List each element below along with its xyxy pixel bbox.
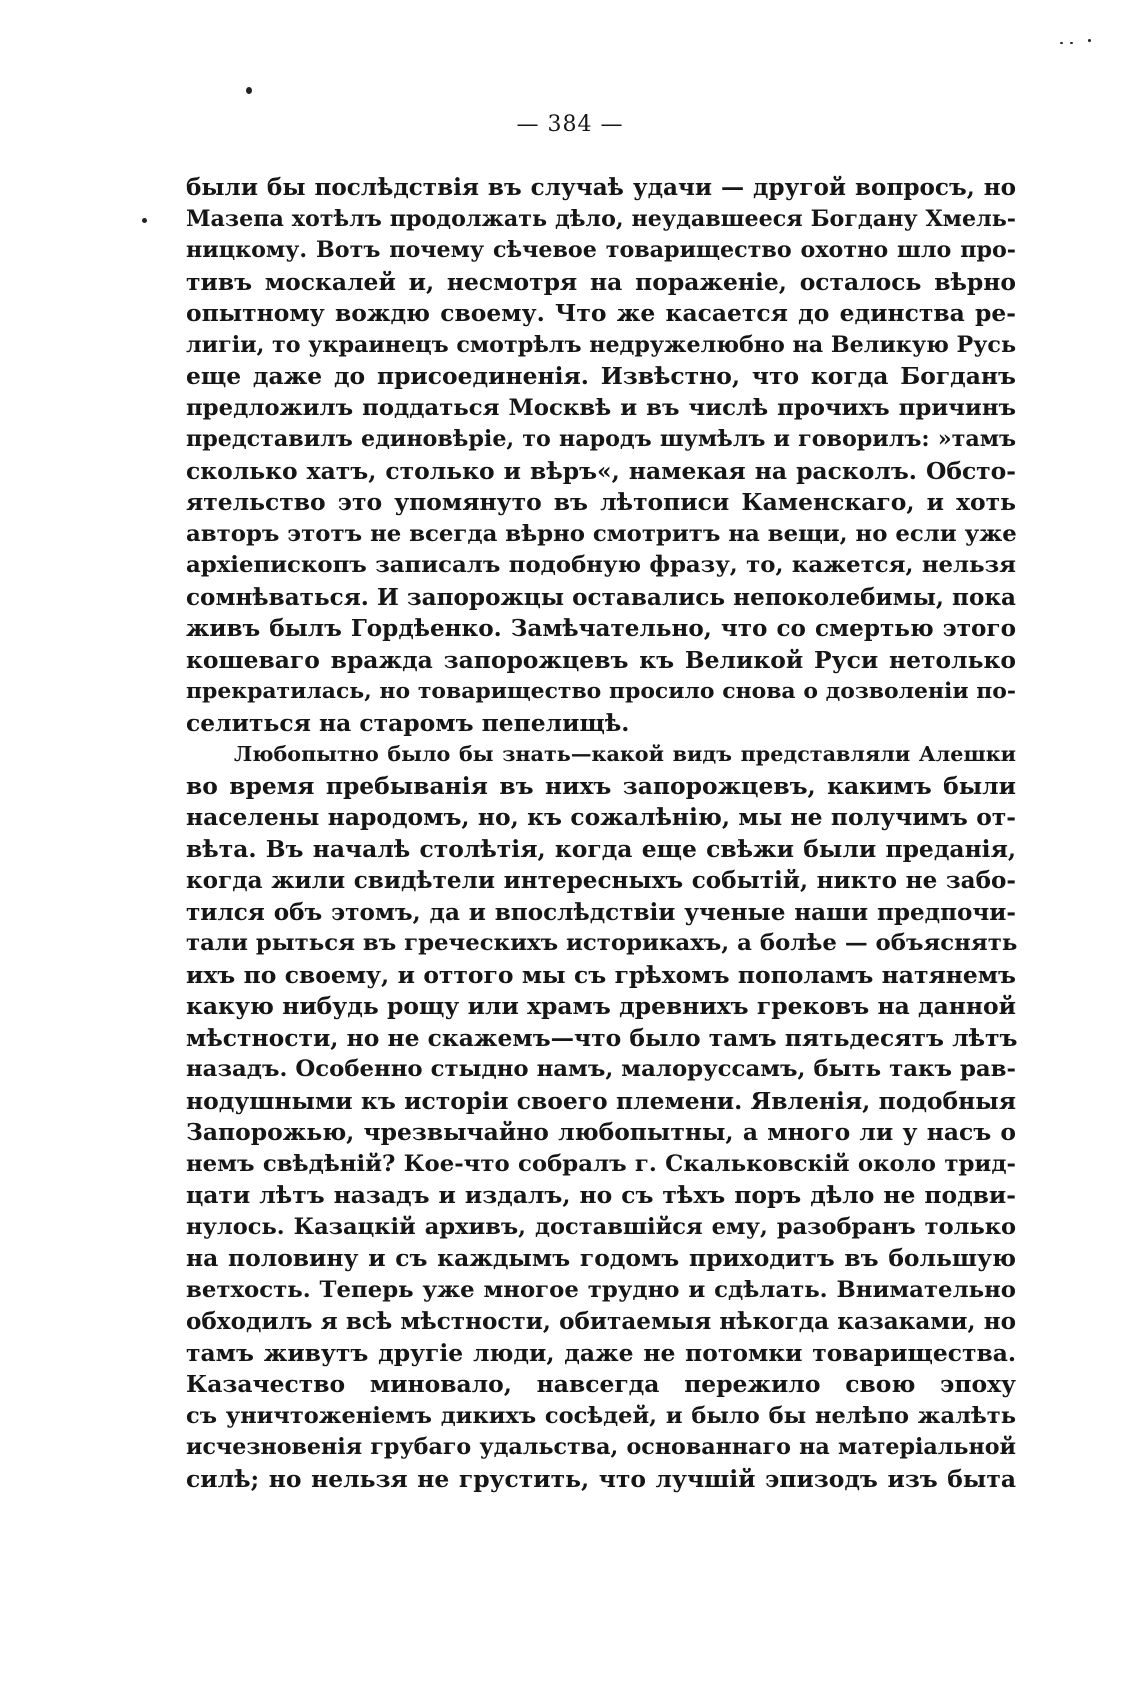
- text-line: нодушными къ исторіи своего племени. Явленія, подобныя: [186, 1086, 1016, 1115]
- text-line: вѣта. Въ началѣ столѣтія, когда еще свѣжи были преданія,: [186, 834, 1016, 863]
- text-line: тился объ этомъ, да и впослѣдствіи ученые наши предпочи-: [186, 898, 1016, 926]
- text-line: лигіи, то украинецъ смотрѣлъ недружелюбно на Великую Русь: [186, 331, 1017, 358]
- scan-speck: [1088, 39, 1091, 42]
- text-line: опытному вождю своему. Что же касается до единства ре-: [186, 299, 1016, 327]
- text-line: Мазепа хотѣлъ продолжать дѣло, неудавшееся Богдану Хмель-: [186, 205, 1016, 232]
- text-line: на половину и съ каждымъ годомъ приходитъ въ большую: [186, 1244, 1016, 1272]
- scan-speck: [142, 218, 147, 223]
- text-line: предложилъ поддаться Москвѣ и въ числѣ прочихъ причинъ: [186, 394, 1016, 421]
- text-line: нулось. Казацкій архивъ, доставшійся ему, разобранъ только: [186, 1213, 1016, 1240]
- text-line: когда жили свидѣтели интересныхъ событій, никто не забо-: [186, 867, 1016, 894]
- text-line: живъ былъ Гордѣенко. Замѣчательно, что со смертью этого: [186, 615, 1016, 642]
- text-line: цати лѣтъ назадъ и издалъ, но съ тѣхъ поръ дѣло не подви-: [186, 1181, 1016, 1209]
- text-line: мѣстности, но не скажемъ—что было тамъ пятьдесятъ лѣтъ: [186, 1023, 1018, 1052]
- text-line: ницкому. Вотъ почему сѣчевое товарищество охотно шло про-: [186, 237, 1016, 263]
- paragraph-2: [186, 739, 1016, 1495]
- text-line: силѣ; но нельзя не грустить, что лучшій эпизодъ изъ быта: [186, 1464, 1016, 1493]
- scan-speck: [246, 87, 252, 94]
- text-line: Запорожью, чрезвычайно любопытны, а много ли у насъ о: [186, 1118, 1016, 1146]
- scan-speck: [1070, 42, 1073, 44]
- text-line: ветхость. Теперь уже многое трудно и сдѣлать. Внимательно: [186, 1276, 1016, 1303]
- text-line: кошеваго вражда запорожцевъ къ Великой Руси нетолько: [186, 645, 1016, 674]
- text-line: архіепископъ записалъ подобную фразу, то, кажется, нельзя: [186, 552, 1016, 578]
- text-line: обходилъ я всѣ мѣстности, обитаемыя нѣкогда казаками, но: [186, 1308, 1016, 1335]
- text-line: Любопытно было бы знать—какой видъ представляли Алешки: [234, 742, 1016, 766]
- text-line: сколько хатъ, столько и вѣръ«, намекая на расколъ. Обсто-: [186, 456, 1016, 485]
- text-line: назадъ. Особенно стыдно намъ, малоруссамъ, быть такъ рав-: [186, 1056, 1016, 1082]
- paragraph-1: [186, 172, 1016, 739]
- text-line: населены народомъ, но, къ сожалѣнію, мы не получимъ от-: [186, 803, 1016, 831]
- text-line: селиться на старомъ пепелищѣ.: [186, 708, 630, 737]
- page-number: — 384 —: [516, 112, 624, 137]
- page-body: [186, 172, 1016, 1495]
- text-line: немъ свѣдѣній? Кое-что собралъ г. Скальковскій около трид-: [186, 1150, 1016, 1177]
- text-line: съ уничтоженіемъ дикихъ сосѣдей, и было бы нелѣпо жалѣть: [186, 1402, 1016, 1429]
- text-line: ихъ по своему, и оттого мы съ грѣхомъ пополамъ натянемъ: [186, 960, 1016, 989]
- text-line: были бы послѣдствія въ случаѣ удачи — другой вопросъ, но: [186, 174, 1016, 201]
- text-line: Казачество миновало, навсегда пережило свою эпоху: [186, 1370, 1016, 1398]
- text-line: представилъ единовѣріе, то народъ шумѣлъ и говорилъ: »тамъ: [186, 426, 1016, 452]
- text-line: авторъ этотъ не всегда вѣрно смотритъ на вещи, но если уже: [186, 520, 1017, 547]
- text-line: исчезновенія грубаго удальства, основаннаго на матеріальной: [186, 1434, 1016, 1460]
- text-line: еще даже до присоединенія. Извѣстно, что когда Богданъ: [186, 362, 1016, 390]
- text-line: ятельство это упомянуто въ лѣтописи Каменскаго, и хоть: [186, 488, 1016, 516]
- text-line: тамъ живутъ другіе люди, даже не потомки товарищества.: [186, 1338, 1016, 1367]
- text-line: во время пребыванія въ нихъ запорожцевъ, какимъ были: [186, 771, 1016, 800]
- text-line: тали рыться въ греческихъ историкахъ, а болѣе — объяснять: [186, 930, 1018, 956]
- text-line: какую нибудь рощу или храмъ древнихъ грековъ на данной: [186, 992, 1016, 1020]
- scan-speck: [1060, 42, 1063, 44]
- text-line: тивъ москалей и, несмотря на пораженіе, осталось вѣрно: [186, 267, 1016, 296]
- text-line: прекратилась, но товарищество просило снова о дозволеніи по-: [186, 678, 1016, 704]
- text-line: сомнѣваться. И запорожцы оставались непоколебимы, пока: [186, 583, 1016, 611]
